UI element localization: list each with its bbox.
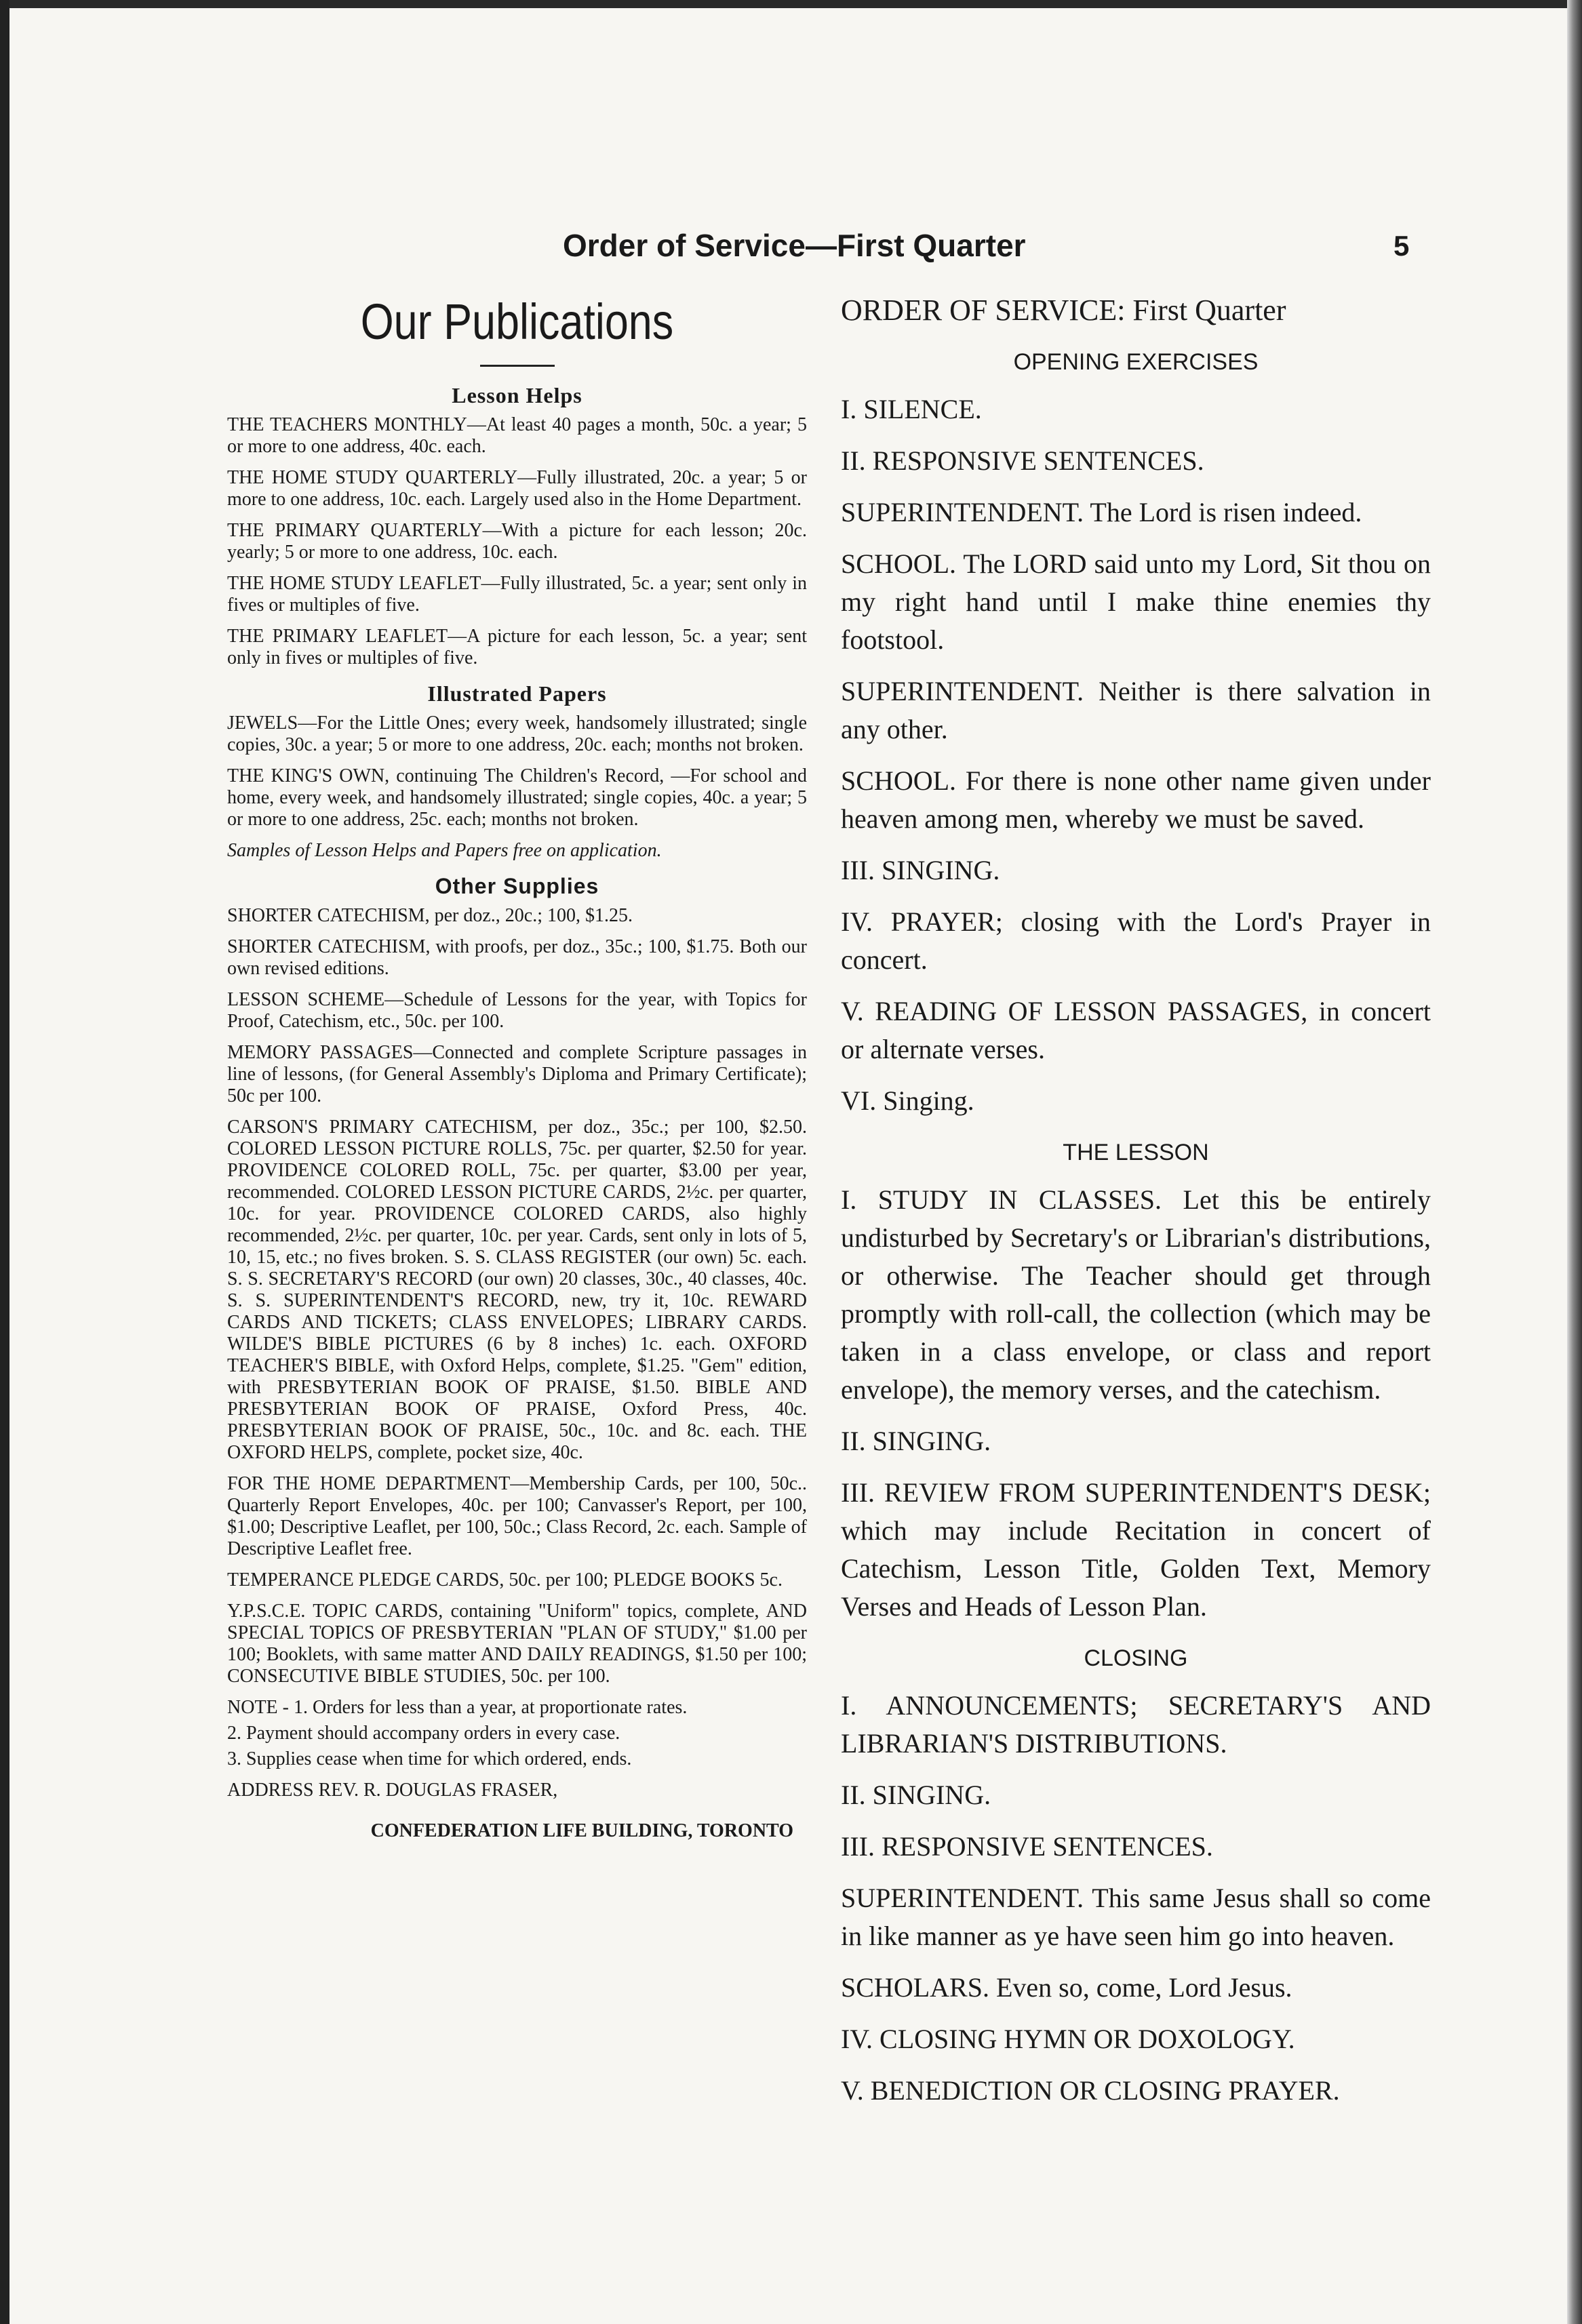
service-item: SCHOOL. For there is none other name given under heaven among men, whereby we must be saved. [841,765,1431,834]
order-note: 3. Supplies cease when time for which ordered, ends. [227,1748,632,1769]
order-note: NOTE - 1. Orders for less than a year, at proportionate rates. [227,1697,688,1718]
supply-entry: TEMPERANCE PLEDGE CARDS, 50c. per 100; PLEDGE BOOKS 5c. [227,1569,783,1590]
scan-edge-top [0,0,1582,8]
service-item: I. SILENCE. [841,394,982,424]
service-item: III. REVIEW FROM SUPERINTENDENT'S DESK; which may include Recitation in concert of Catechism, Lesson Title, Golden Text, Memory Verses and Heads of Lesson Plan. [841,1477,1431,1622]
order-of-service-column [841,292,1431,2123]
illustrated-paper-entry: THE KING'S OWN, continuing The Children's Record, —For school and home, every week, and handsomely illustrated; single copies, 40c. a year; 5 or more to one address, 25c. each; months not broken. [227,765,807,830]
address-building: CONFEDERATION LIFE BUILDING, TORONTO [370,1820,793,1841]
service-item: SCHOLARS. Even so, come, Lord Jesus. [841,1972,1292,2003]
service-item: V. BENEDICTION OR CLOSING PRAYER. [841,2075,1340,2106]
service-item: SUPERINTENDENT. This same Jesus shall so come in like manner as ye have seen him go into heaven. [841,1883,1431,1951]
service-item: II. SINGING. [841,1426,991,1456]
samples-note: Samples of Lesson Helps and Papers free on application. [227,840,662,861]
running-head [0,227,1582,268]
service-item: IV. PRAYER; closing with the Lord's Prayer in concert. [841,906,1431,975]
supply-entry: Y.P.S.C.E. TOPIC CARDS, containing "Uniform" topics, complete, AND SPECIAL TOPICS OF PRESBYTERIAN "PLAN OF STUDY," $1.00 per 100; Booklets, with same matter AND DAILY READINGS, $1.50 per 100; CONSECUTIVE BIBLE STUDIES, 50c. per 100. [227,1601,807,1687]
scan-edge-left [0,0,9,2324]
title-rule [480,365,555,367]
service-item: II. RESPONSIVE SENTENCES. [841,445,1204,476]
lesson-helps-heading: Lesson Helps [452,383,582,407]
address-line: ADDRESS REV. R. DOUGLAS FRASER, [227,1780,558,1801]
running-title: Order of Service—First Quarter [563,228,1026,263]
page-number: 5 [1393,230,1410,262]
closing-heading: CLOSING [1084,1645,1188,1671]
supply-entry: FOR THE HOME DEPARTMENT—Membership Cards, per 100, 50c.. Quarterly Report Envelopes, 40c. per 100; Canvasser's Report, per 100, $1.00; Descriptive Leaflet, per 100, 50c.; Class Record, 2c. each. Sample of Descriptive Leaflet free. [227,1473,807,1559]
service-item: I. STUDY IN CLASSES. Let this be entirely undisturbed by Secretary's or Librarian's distributions, or otherwise. The Teacher should get through promptly with roll-call, the collection (which may be taken in a class envelope, or class and report envelope), the memory verses, and the catechism. [841,1184,1431,1405]
service-item: VI. Singing. [841,1085,974,1116]
lesson-helps-entry: THE TEACHERS MONTHLY—At least 40 pages a month, 50c. a year; 5 or more to one address, 40c. each. [227,414,807,457]
supply-entry: CARSON'S PRIMARY CATECHISM, per doz., 35c.; per 100, $2.50. COLORED LESSON PICTURE ROLLS, 75c. per quarter, $2.50 for year. PROVIDENCE COLORED ROLL, 75c. per quarter, $3.00 per year, recommended. COLORED LESSON PICTURE CARDS, 2½c. per quarter, 10c. for year. PROVIDENCE COLORED CARDS, also highly recommended, 2½c. per quarter, 10c. per year. Cards, sent only in lots of 5, 10, 15, etc.; no fives broken. S. S. CLASS REGISTER (our own) 5c. each. S. S. SECRETARY'S RECORD (our own) 20 classes, 30c., 40 classes, 40c. S. S. SUPERINTENDENT'S RECORD, new, try it, 10c. REWARD CARDS AND TICKETS; CLASS ENVELOPES; LIBRARY CARDS. WILDE'S BIBLE PICTURES (6 by 8 inches) 1c. each. OXFORD TEACHER'S BIBLE, with Oxford Helps, complete, $1.25. "Gem" edition, with PRESBYTERIAN BOOK OF PRAISE, $1.50. BIBLE AND PRESBYTERIAN BOOK OF PRAISE, Oxford Press, 40c. PRESBYTERIAN BOOK OF PRAISE, 50c., 10c. and 8c. each. THE OXFORD HELPS, complete, pocket size, 40c. [227,1117,807,1463]
lesson-helps-entry: THE PRIMARY QUARTERLY—With a picture for each lesson; 20c. yearly; 5 or more to one address, 10c. each. [227,520,807,563]
order-of-service-title: ORDER OF SERVICE: First Quarter [841,294,1286,327]
service-item: III. RESPONSIVE SENTENCES. [841,1831,1213,1862]
service-item: SUPERINTENDENT. The Lord is risen indeed. [841,497,1362,527]
supply-entry: LESSON SCHEME—Schedule of Lessons for the year, with Topics for Proof, Catechism, etc., 50c. per 100. [227,989,807,1032]
lesson-helps-entry: THE HOME STUDY QUARTERLY—Fully illustrated, 20c. a year; 5 or more to one address, 10c. each. Largely used also in the Home Department. [227,467,807,510]
opening-exercises-heading: OPENING EXERCISES [1013,349,1259,375]
service-item: I. ANNOUNCEMENTS; SECRETARY'S AND LIBRARIAN'S DISTRIBUTIONS. [841,1690,1431,1759]
illustrated-papers-heading: Illustrated Papers [427,681,607,706]
other-supplies-heading: Other Supplies [435,874,599,898]
supply-entry: MEMORY PASSAGES—Connected and complete Scripture passages in line of lessons, (for General Assembly's Diploma and Primary Certificate); 50c per 100. [227,1042,807,1106]
service-item: SCHOOL. The LORD said unto my Lord, Sit thou on my right hand until I make thine enemies thy footstool. [841,548,1431,655]
publications-title: Our Publications [360,294,674,350]
service-item: III. SINGING. [841,855,1000,885]
service-item: II. SINGING. [841,1780,991,1810]
order-note: 2. Payment should accompany orders in every case. [227,1723,620,1744]
service-item: V. READING OF LESSON PASSAGES, in concert or alternate verses. [841,996,1431,1064]
lesson-helps-entry: THE HOME STUDY LEAFLET—Fully illustrated, 5c. a year; sent only in fives or multiples of five. [227,573,807,616]
service-item: IV. CLOSING HYMN OR DOXOLOGY. [841,2024,1295,2054]
service-item: SUPERINTENDENT. Neither is there salvation in any other. [841,676,1431,744]
supply-entry: SHORTER CATECHISM, with proofs, per doz., 35c.; 100, $1.75. Both our own revised editions. [227,936,807,979]
lesson-helps-entry: THE PRIMARY LEAFLET—A picture for each lesson, 5c. a year; sent only in fives or multiples of five. [227,626,807,668]
supply-entry: SHORTER CATECHISM, per doz., 20c.; 100, $1.25. [227,905,633,926]
illustrated-paper-entry: JEWELS—For the Little Ones; every week, handsomely illustrated; single copies, 30c. a year; 5 or more to one address, 20c. each; months not broken. [227,713,807,755]
the-lesson-heading: THE LESSON [1063,1140,1209,1165]
publications-column [227,292,807,1861]
scan-edge-right [1567,0,1582,2324]
